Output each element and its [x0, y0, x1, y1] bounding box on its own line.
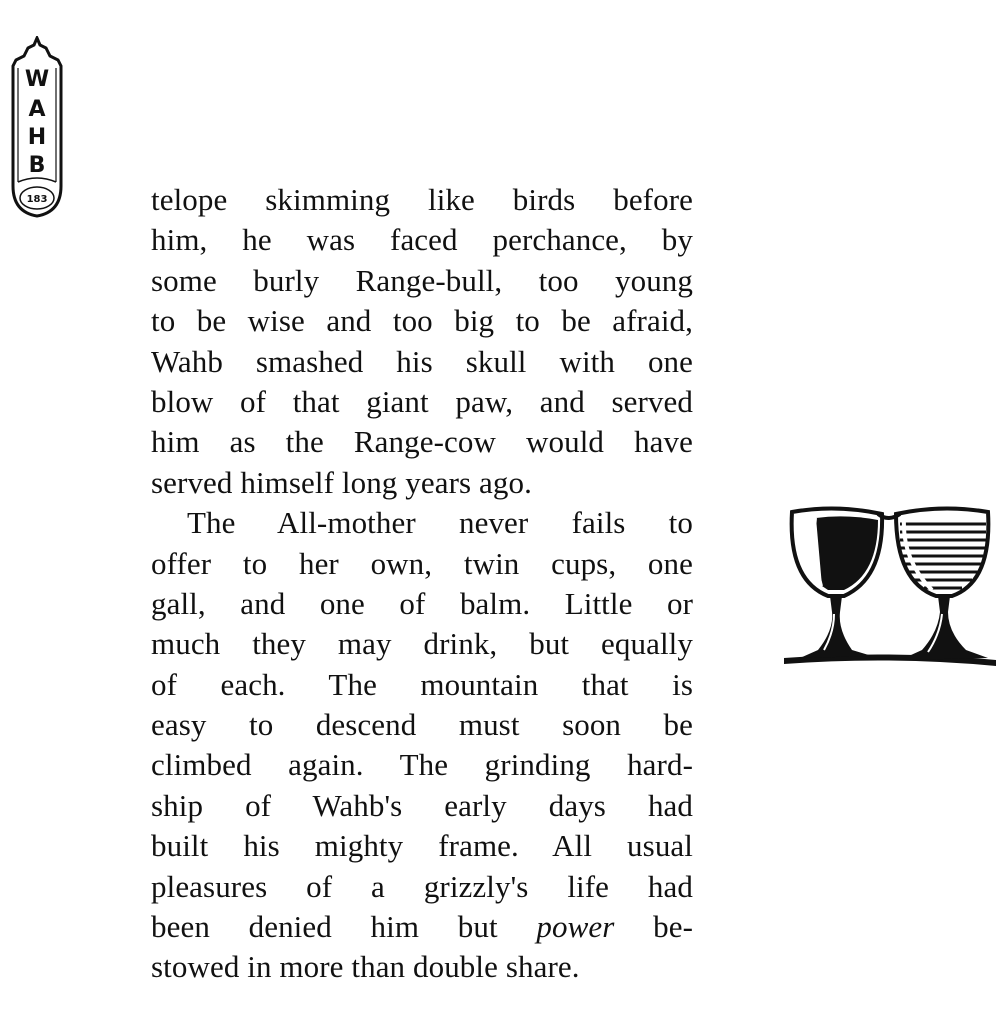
body-text — [151, 180, 693, 988]
text-line: him, he was faced perchance, by — [151, 222, 693, 258]
badge-letter-3: H — [27, 125, 47, 150]
text-line: climbed again. The grinding hard- — [151, 747, 693, 783]
italic-emphasis: power — [536, 909, 615, 945]
badge-shield-icon — [6, 36, 68, 220]
badge-letter-1: W — [24, 67, 50, 92]
text-line: some burly Range-bull, too young — [151, 262, 693, 298]
text-line: pleasures of a grizzly's life had — [151, 868, 693, 904]
text-line: ship of Wahb's early days had — [151, 787, 693, 823]
text-line: to be wise and too big to be afraid, — [151, 303, 693, 339]
text-line: offer to her own, twin cups, one — [151, 545, 693, 581]
text-line: telope skimming like birds before — [151, 182, 693, 217]
paragraph-start-line: The All-mother never fails to — [187, 505, 693, 541]
text-line: stowed in more than double share. — [151, 949, 580, 985]
chapter-badge — [6, 36, 68, 220]
text-line: built his mighty frame. All usual — [151, 828, 693, 864]
badge-letter-2: A — [28, 97, 46, 122]
text-line — [151, 907, 693, 947]
badge-letter-4: B — [28, 153, 46, 178]
text-line: Wahb smashed his skull with one — [151, 343, 693, 379]
text-line: of each. The mountain that is — [151, 666, 693, 702]
text-line: much they may drink, but equally — [151, 626, 693, 662]
text-line: gall, and one of balm. Little or — [151, 585, 693, 621]
text-line: him as the Range-cow would have — [151, 424, 693, 460]
text-line: served himself long years ago. — [151, 464, 532, 500]
text-fragment: been denied him but — [151, 909, 537, 945]
text-fragment: be- — [614, 909, 693, 945]
page-number: 183 — [26, 194, 48, 205]
text-line: easy to descend must soon be — [151, 707, 693, 743]
twin-cups-icon — [782, 500, 998, 670]
twin-cups-illustration — [782, 500, 998, 670]
text-line: blow of that giant paw, and served — [151, 383, 693, 419]
